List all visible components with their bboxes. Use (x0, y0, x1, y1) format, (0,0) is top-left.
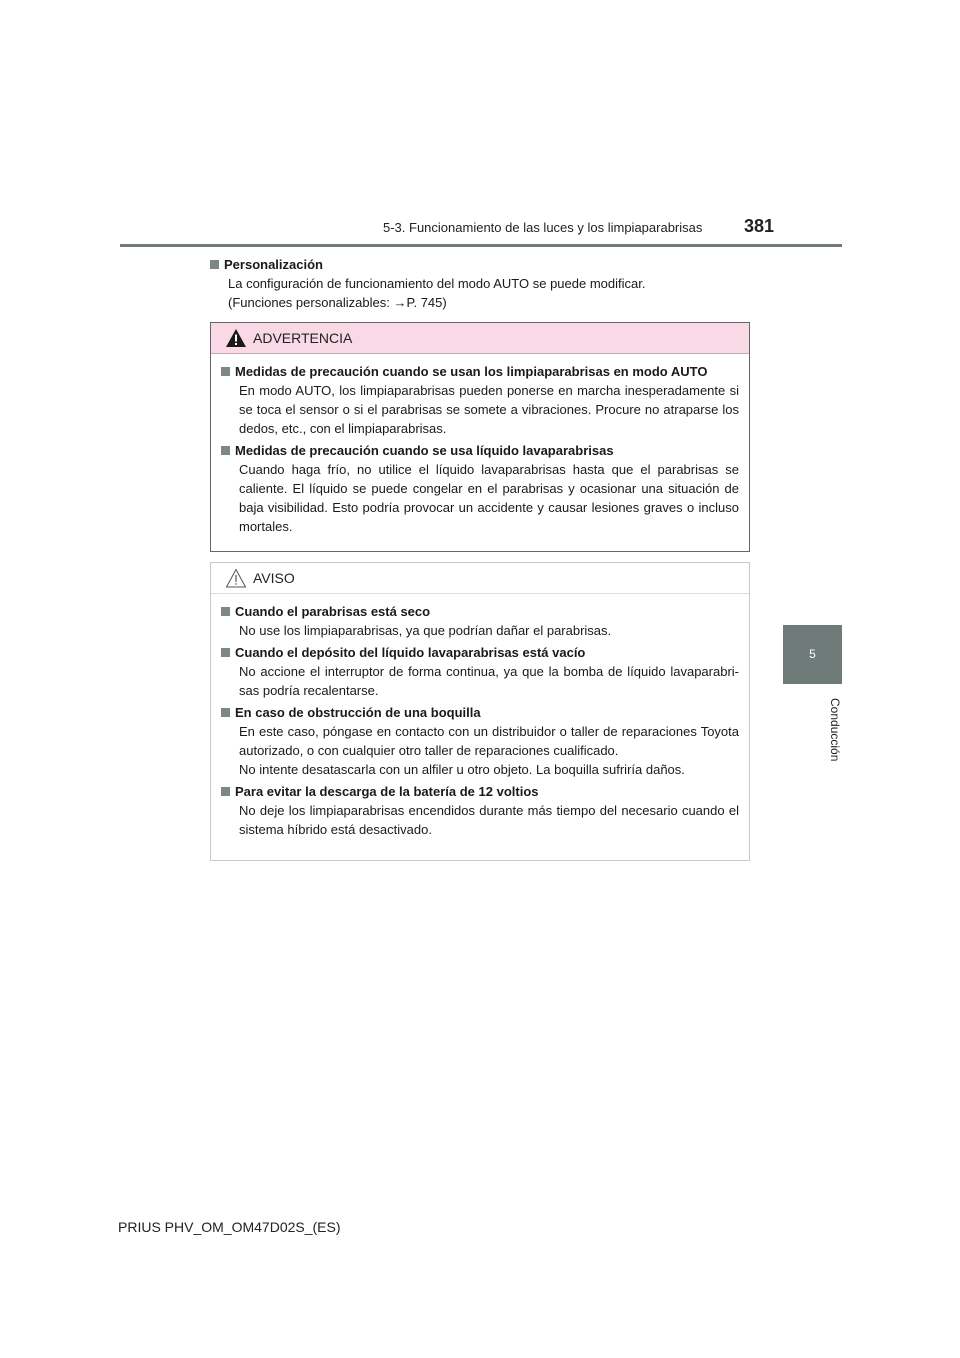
caution-triangle-icon (225, 568, 247, 588)
personalization-line1: La configuración de funcionamiento del modo AUTO se puede modificar. (228, 276, 646, 291)
warning-triangle-icon (225, 328, 247, 348)
square-bullet-icon (221, 787, 230, 796)
header-divider (120, 244, 842, 247)
square-bullet-icon (221, 648, 230, 657)
square-bullet-icon (221, 708, 230, 717)
notice-item (221, 703, 739, 779)
notice-item-heading: Cuando el depósito del líquido lavaparabrisas está vacío (235, 645, 586, 660)
warning-item-heading: Medidas de precaución cuando se usan los limpiaparabrisas en modo AUTO (235, 364, 708, 379)
notice-item (221, 782, 739, 839)
personalization-heading: Personalización (210, 255, 750, 274)
warning-item-text: En modo AUTO, los limpiaparabrisas pueden ponerse en marcha inesperadamente si se toca el sensor o si el parabrisas se somete a vibraciones. Procure no atraparse los dedos, etc., con el limpiaparabrisas. (239, 383, 739, 436)
document-code: PRIUS PHV_OM_OM47D02S_(ES) (118, 1219, 341, 1235)
page-number: 381 (744, 216, 775, 236)
warning-title: ADVERTENCIA (253, 330, 353, 346)
notice-item (221, 643, 739, 700)
notice-item-heading: Cuando el parabrisas está seco (235, 604, 431, 619)
notice-title: AVISO (253, 570, 295, 586)
warning-item (221, 362, 739, 438)
section-title: 5-3. Funcionamiento de las luces y los limpiaparabrisas (383, 220, 703, 235)
warning-box (210, 322, 750, 552)
notice-header (211, 563, 749, 594)
warning-item-text: Cuando haga frío, no utilice el líquido lavaparabrisas hasta que el parabrisas se caliente. El líquido se puede congelar en el parabrisas y ocasionar una situación de baja visibilidad. Esto podría provocar un accidente y causar lesiones graves o incluso mortales. (239, 462, 739, 534)
notice-item-text: No accione el interruptor de forma continua, ya que la bomba de líquido lavaparabri-sas podría recalentarse. (239, 664, 739, 698)
notice-item-heading: En caso de obstrucción de una boquilla (235, 705, 481, 720)
warning-item (221, 441, 739, 536)
square-bullet-icon (221, 446, 230, 455)
notice-item-text: En este caso, póngase en contacto con un distribuidor o taller de reparaciones Toyota autorizado, o con cualquier otro taller de reparaciones cualificado. (239, 724, 739, 758)
square-bullet-icon (221, 607, 230, 616)
chapter-tab: 5 (783, 625, 842, 684)
notice-item (221, 602, 739, 640)
chapter-label: Conducción (828, 698, 842, 762)
warning-item-heading: Medidas de precaución cuando se usa líquido lavaparabrisas (235, 443, 614, 458)
warning-header (211, 323, 749, 354)
notice-item-text-2: No intente desatascarla con un alfiler u otro objeto. La boquilla sufriría daños. (239, 762, 685, 777)
notice-item-heading: Para evitar la descarga de la batería de 12 voltios (235, 784, 539, 799)
square-bullet-icon (221, 367, 230, 376)
personalization-line2: (Funciones personalizables: →P. 745) (228, 295, 447, 310)
personalization-section (210, 255, 750, 312)
notice-box (210, 562, 750, 861)
notice-item-text: No use los limpiaparabrisas, ya que podrían dañar el parabrisas. (239, 623, 612, 638)
square-bullet-icon (210, 260, 219, 269)
notice-item-text: No deje los limpiaparabrisas encendidos durante más tiempo del necesario cuando el sistema híbrido está desactivado. (239, 803, 739, 837)
